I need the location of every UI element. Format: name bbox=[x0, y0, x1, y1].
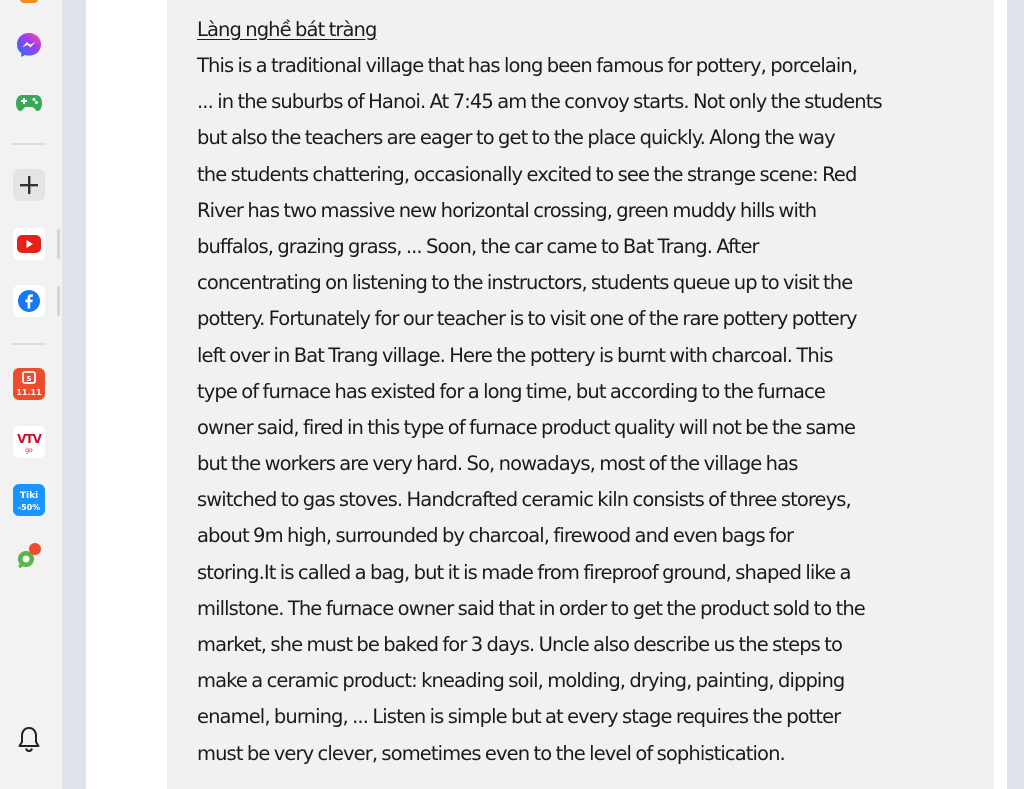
article-line: storing.It is called a bag, but it is made from fireproof ground, shaped like a bbox=[197, 560, 851, 584]
browser-sidebar bbox=[0, 0, 62, 789]
tiki-icon[interactable] bbox=[13, 484, 45, 516]
facebook-active-marker bbox=[57, 286, 60, 316]
messenger-icon[interactable] bbox=[13, 29, 45, 61]
article-line: left over in Bat Trang village. Here the pottery is burnt with charcoal. This bbox=[197, 343, 833, 367]
add-icon[interactable] bbox=[13, 169, 45, 201]
sidebar-divider bbox=[12, 343, 46, 345]
youtube-icon[interactable] bbox=[13, 228, 45, 260]
article-body bbox=[197, 48, 987, 772]
article-line: River has two massive new horizontal crossing, green muddy hills with bbox=[197, 198, 817, 222]
shopping-icon[interactable] bbox=[13, 0, 45, 10]
sidebar-divider bbox=[12, 143, 46, 145]
bell-icon[interactable] bbox=[13, 723, 45, 755]
tiki-text: Tiki bbox=[19, 491, 39, 501]
article-line: switched to gas stoves. Handcrafted ceramic kiln consists of three storeys, bbox=[197, 488, 851, 512]
article-line: make a ceramic product: kneading soil, molding, drying, painting, dipping bbox=[197, 669, 845, 693]
article-line: buffalos, grazing grass, ... Soon, the car came to Bat Trang. After bbox=[197, 234, 759, 258]
article-line: must be very clever, sometimes even to the level of sophistication. bbox=[197, 741, 785, 765]
article-line: pottery. Fortunately for our teacher is to visit one of the rare pottery pottery bbox=[197, 307, 857, 331]
article-line: the students chattering, occasionally excited to see the strange scene: Red bbox=[197, 162, 857, 186]
article bbox=[197, 12, 987, 772]
article-line: ... in the suburbs of Hanoi. At 7:45 am the convoy starts. Not only the students bbox=[197, 90, 882, 114]
sidebar-gutter bbox=[62, 0, 86, 789]
article-line: type of furnace has existed for a long time, but according to the furnace bbox=[197, 379, 825, 403]
green-app-icon[interactable] bbox=[13, 540, 45, 572]
vtv-sub-text: go bbox=[25, 447, 33, 454]
article-line: about 9m high, surrounded by charcoal, firewood and even bags for bbox=[197, 524, 794, 548]
vtv-text: VTV bbox=[17, 432, 41, 446]
article-line: market, she must be baked for 3 days. Uncle also describe us the steps to bbox=[197, 633, 842, 656]
article-line: This is a traditional village that has long been famous for pottery, porcelain, bbox=[197, 54, 858, 77]
right-gutter bbox=[1007, 0, 1024, 789]
svg-text:S: S bbox=[26, 375, 32, 383]
article-line: owner said, fired in this type of furnace product quality will not be the same bbox=[197, 415, 856, 439]
article-title: Làng nghề bát tràng bbox=[197, 18, 377, 41]
article-line: enamel, burning, ... Listen is simple but at every stage requires the potter bbox=[197, 705, 841, 729]
article-line: millstone. The furnace owner said that in order to get the product sold to the bbox=[197, 596, 865, 620]
games-icon[interactable] bbox=[13, 86, 45, 118]
youtube-active-marker bbox=[57, 229, 60, 259]
article-line: but also the teachers are eager to get to the place quickly. Along the way bbox=[197, 126, 835, 150]
article-line: concentrating on listening to the instructors, students queue up to visit the bbox=[197, 271, 853, 295]
shopee-icon[interactable] bbox=[13, 368, 45, 400]
vtv-go-icon[interactable] bbox=[13, 426, 45, 458]
facebook-icon[interactable] bbox=[13, 285, 45, 317]
article-line: but the workers are very hard. So, nowadays, most of the village has bbox=[197, 452, 798, 476]
shopee-badge-text: 11.11 bbox=[16, 388, 42, 397]
tiki-discount-text: -50% bbox=[17, 503, 41, 512]
